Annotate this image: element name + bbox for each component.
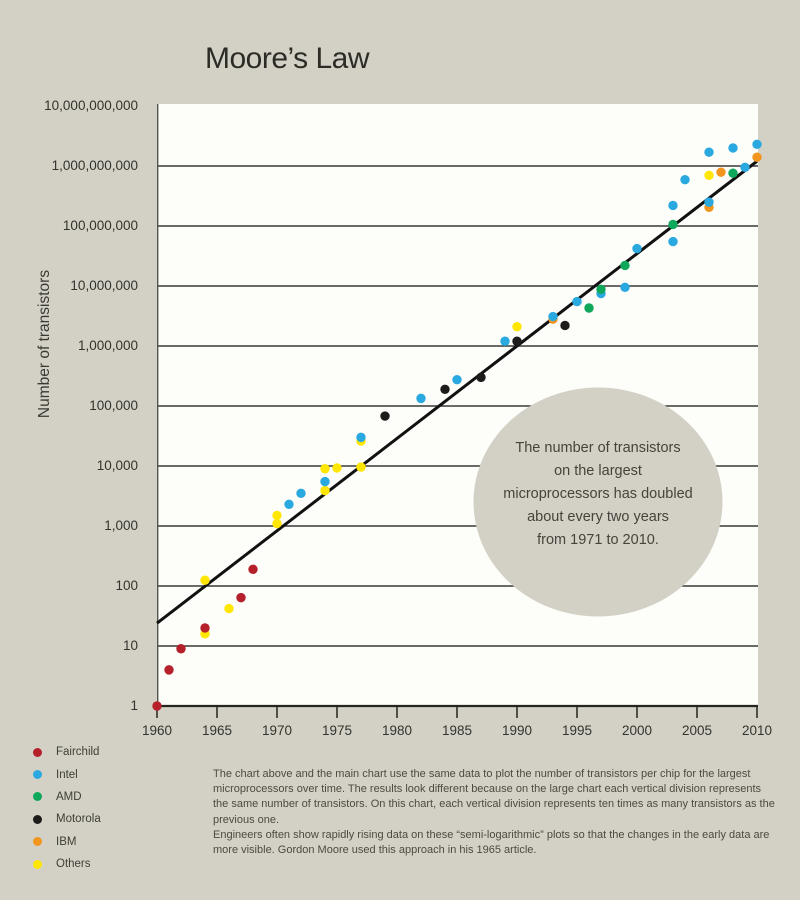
- legend-item-ibm: [33, 831, 101, 853]
- data-point-intel: [632, 244, 641, 253]
- x-tick-label: 2000: [621, 723, 653, 738]
- ibm-swatch-icon: [33, 837, 42, 846]
- data-point-intel: [296, 489, 305, 498]
- fairchild-swatch-icon: [33, 748, 42, 757]
- data-point-others: [272, 511, 281, 520]
- data-point-intel: [704, 147, 713, 156]
- data-point-others: [224, 604, 233, 613]
- data-point-intel: [572, 297, 581, 306]
- legend-label: Intel: [56, 768, 78, 781]
- page-title: Moore’s Law: [205, 42, 370, 75]
- x-tick-label: 1990: [501, 723, 533, 738]
- data-point-amd: [728, 168, 737, 177]
- legend-label: IBM: [56, 835, 77, 848]
- y-tick-label: 10,000: [96, 458, 138, 473]
- motorola-swatch-icon: [33, 815, 42, 824]
- legend-label: Fairchild: [56, 746, 100, 759]
- legend-item-fairchild: [33, 741, 101, 763]
- annotation-line: The number of transistors: [515, 440, 681, 456]
- y-tick-label: 10: [122, 638, 138, 653]
- data-point-fairchild: [176, 644, 185, 653]
- annotation-line: on the largest: [554, 463, 642, 479]
- legend-label: Others: [56, 858, 91, 871]
- x-tick-label: 1985: [441, 723, 473, 738]
- legend-item-amd: [33, 786, 101, 808]
- legend-item-motorola: [33, 808, 101, 830]
- annotation-text: [463, 437, 733, 552]
- y-tick-label: 1,000: [104, 518, 138, 533]
- data-point-fairchild: [200, 623, 209, 632]
- data-point-amd: [596, 285, 605, 294]
- x-tick-label: 1960: [141, 723, 173, 738]
- amd-swatch-icon: [33, 792, 42, 801]
- x-tick-label: 1970: [261, 723, 293, 738]
- x-tick-label: 2010: [741, 723, 773, 738]
- y-tick-label: 1,000,000: [77, 338, 138, 353]
- y-tick-label: 100,000,000: [62, 218, 138, 233]
- others-swatch-icon: [33, 860, 42, 869]
- x-tick-label: 1980: [381, 723, 413, 738]
- y-tick-label: 10,000,000: [70, 278, 138, 293]
- data-point-intel: [416, 394, 425, 403]
- data-point-others: [200, 575, 209, 584]
- data-point-motorola: [380, 411, 389, 420]
- data-point-fairchild: [236, 593, 245, 602]
- data-point-others: [332, 463, 341, 472]
- data-point-intel: [356, 433, 365, 442]
- y-tick-label: 100,000: [89, 398, 138, 413]
- legend-label: AMD: [56, 790, 82, 803]
- legend-label: Motorola: [56, 813, 101, 826]
- data-point-motorola: [440, 385, 449, 394]
- y-tick-label: 1: [130, 698, 138, 713]
- notes-paragraph-2: Engineers often show rapidly rising data on these “semi-logarithmic” plots so that the changes in the early data are more visible. Gordon Moore used this approach in his 1965 article.: [213, 829, 770, 857]
- legend-item-others: [33, 853, 101, 875]
- data-point-motorola: [476, 373, 485, 382]
- x-tick-label: 1995: [561, 723, 593, 738]
- y-tick-label: 1,000,000,000: [51, 158, 138, 173]
- data-point-intel: [752, 140, 761, 149]
- data-point-amd: [584, 303, 593, 312]
- y-axis-title: Number of transistors: [36, 269, 53, 419]
- data-point-intel: [668, 237, 677, 246]
- y-tick-label: 100: [115, 578, 138, 593]
- data-point-intel: [284, 500, 293, 509]
- data-point-motorola: [560, 321, 569, 330]
- data-point-motorola: [512, 337, 521, 346]
- data-point-amd: [668, 220, 677, 229]
- legend-item-intel: [33, 763, 101, 785]
- data-point-others: [704, 171, 713, 180]
- data-point-intel: [452, 375, 461, 384]
- x-tick-label: 1965: [201, 723, 233, 738]
- data-point-intel: [620, 283, 629, 292]
- intel-swatch-icon: [33, 770, 42, 779]
- data-point-intel: [680, 175, 689, 184]
- x-tick-label: 2005: [681, 723, 713, 738]
- y-tick-label: 10,000,000,000: [44, 98, 138, 113]
- data-point-intel: [668, 201, 677, 210]
- x-tick-label: 1975: [321, 723, 353, 738]
- annotation-line: about every two years: [527, 509, 669, 525]
- data-point-amd: [620, 261, 629, 270]
- data-point-others: [512, 322, 521, 331]
- notes-paragraph-1: The chart above and the main chart use the same data to plot the number of transistors per chip for the largest microprocessors over time. The results look different because on the large chart each vertical division represents the same number of transistors. On this chart, each vertical division represents ten times as many transistors as the previous one.: [213, 768, 775, 826]
- data-point-intel: [728, 143, 737, 152]
- data-point-ibm: [752, 153, 761, 162]
- data-point-others: [356, 462, 365, 471]
- data-point-others: [320, 464, 329, 473]
- annotation-line: from 1971 to 2010.: [537, 532, 659, 548]
- data-point-intel: [548, 312, 557, 321]
- chart-canvas: [157, 104, 758, 706]
- data-point-others: [320, 486, 329, 495]
- legend: [33, 741, 101, 875]
- data-point-intel: [320, 477, 329, 486]
- annotation-line: microprocessors has doubled: [503, 486, 693, 502]
- data-point-intel: [740, 163, 749, 172]
- data-point-intel: [500, 337, 509, 346]
- data-point-fairchild: [248, 565, 257, 574]
- data-point-fairchild: [164, 665, 173, 674]
- data-point-others: [272, 519, 281, 528]
- data-point-fairchild: [152, 701, 161, 710]
- data-point-ibm: [716, 167, 725, 176]
- data-point-intel: [704, 197, 713, 206]
